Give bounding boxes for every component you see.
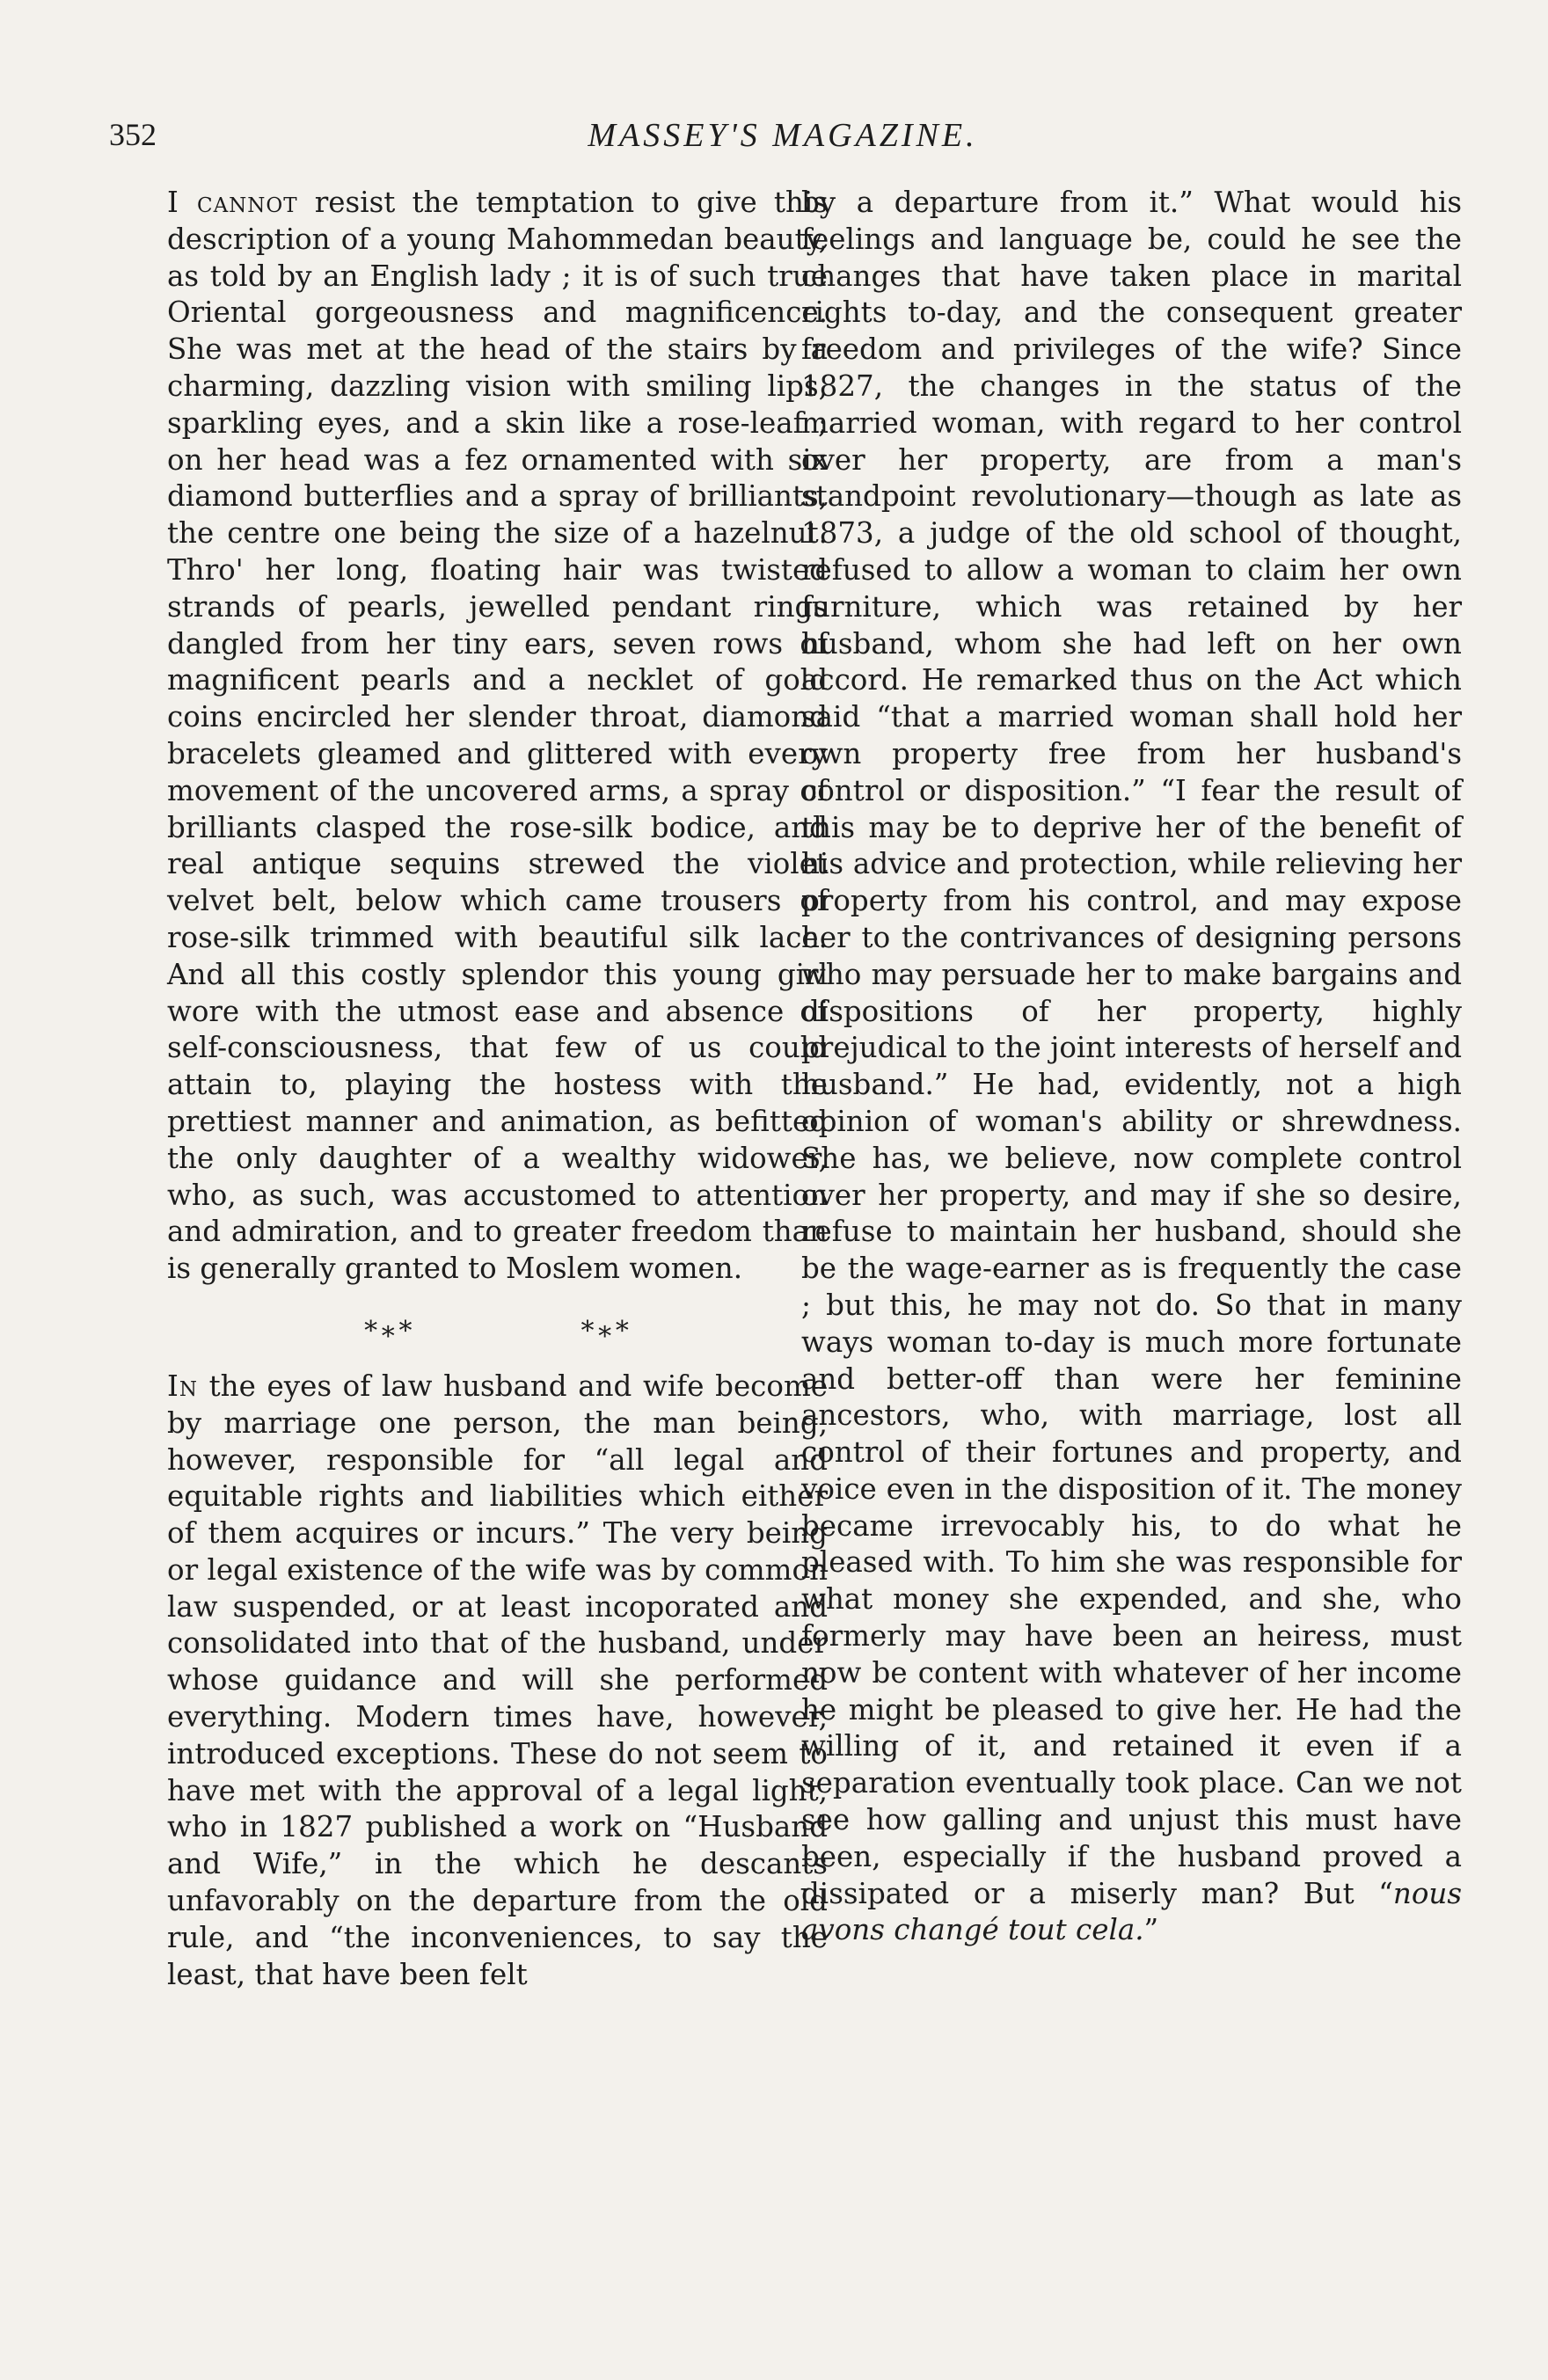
paragraph-text: the eyes of law husband and wife become by marriage one person, the man being, however, responsible for “all legal and equitable rights and liabilities which either of them acquires or incurs.” The very being or legal existence of the wife was by common law suspended, or at least incoporated and consolidated into that of the husband, under whose guidance and will she performed everything. Modern times have, however, introduced exceptions. These do not seem to have met with the approval of a legal light, who in 1827 published a work on “Husband and Wife,” in the which he descants unfavorably on the departure from the old rule, and “the inconveniences, to say the least, that have been felt (167, 1369, 828, 1991)
right-column (801, 185, 1462, 1949)
french-quote: nous avons changé tout cela. (801, 1876, 1462, 1947)
section-separator (167, 1295, 828, 1369)
left-column (167, 185, 828, 1993)
asterism: *∗* (580, 1315, 631, 1347)
asterism: *∗* (364, 1315, 414, 1347)
paragraph-mahommedan-beauty (167, 185, 828, 1288)
paragraph-lead: In (167, 1369, 198, 1403)
paragraph-text: resist the temptation to give this description of a young Mahommedan beauty, as told by an English lady ; it is of such true Oriental gorgeousness and magnificence. She was met at the head of the stairs by a charming, dazzling vision with smiling lips, sparkling eyes, and a skin like a rose-leaf ; on her head was a fez ornamented with six diamond butterflies and a spray of brilliants, the centre one being the size of a hazelnut. Thro' her long, floating hair was twisted strands of pearls, jewelled pendant rings dangled from her tiny ears, seven rows of magnificent pearls and a necklet of gold coins encircled her slender throat, diamond bracelets gleamed and glittered with every movement of the uncovered arms, a spray of brilliants clasped the rose-silk bodice, and real antique sequins strewed the violet velvet belt, below which came trousers of rose-silk trimmed with beautiful silk lace. And all this costly splendor this young girl wore with the utmost ease and absence of self-consciousness, that few of us could attain to, playing the hostess with the prettiest manner and animation, as befitted the only daughter of a wealthy widower, who, as such, was accustomed to attention and admiration, and to greater freedom than is generally granted to Moslem women. (167, 186, 828, 1286)
paragraph-husband-and-wife (167, 1369, 828, 1994)
paragraph-continuation (801, 185, 1462, 1949)
running-title: MASSEY'S MAGAZINE. (588, 117, 978, 154)
paragraph-text: by a departure from it.” What would his feelings and language be, could he see the changes that have taken place in marital rights to-day, and the consequent greater freedom and privileges of the wife? Since 1827, the changes in the status of the married woman, with regard to her control over her property, are from a man's standpoint revolutionary—though as late as 1873, a judge of the old school of thought, refused to allow a woman to claim her own furniture, which was retained by her husband, whom she had left on her own accord. He remarked thus on the Act which said “that a married woman shall hold her own property free from her husband's control or disposition.” “I fear the result of this may be to deprive her of the benefit of his advice and protection, while relieving her property from his control, and may expose her to the contrivances of designing persons who may persuade her to make bargains and dispositions of her property, highly prejudical to the joint interests of herself and husband.” He had, evidently, not a high opinion of woman's ability or shrewdness. She has, we believe, now complete control over her property, and may if she so desire, refuse to maintain her husband, should she be the wage-earner as is frequently the case ; but this, he may not do. So that in many ways woman to-day is much more fortunate and better-off than were her feminine ancestors, who, with marriage, lost all control of their fortunes and property, and voice even in the disposition of it. The money became irrevocably his, to do what he pleased with. To him she was responsible for what money she expended, and she, who formerly may have been an heiress, must now be content with whatever of her income he might be pleased to give her. He had the willing of it, and retained it even if a separation eventually took place. Can we not see how galling and unjust this must have been, especially if the husband proved a dissipated or a miserly man? But “ (801, 186, 1462, 1910)
paragraph-lead: I cannot (167, 186, 298, 219)
page-number: 352 (109, 117, 157, 152)
closing-quote: ” (1143, 1913, 1159, 1947)
